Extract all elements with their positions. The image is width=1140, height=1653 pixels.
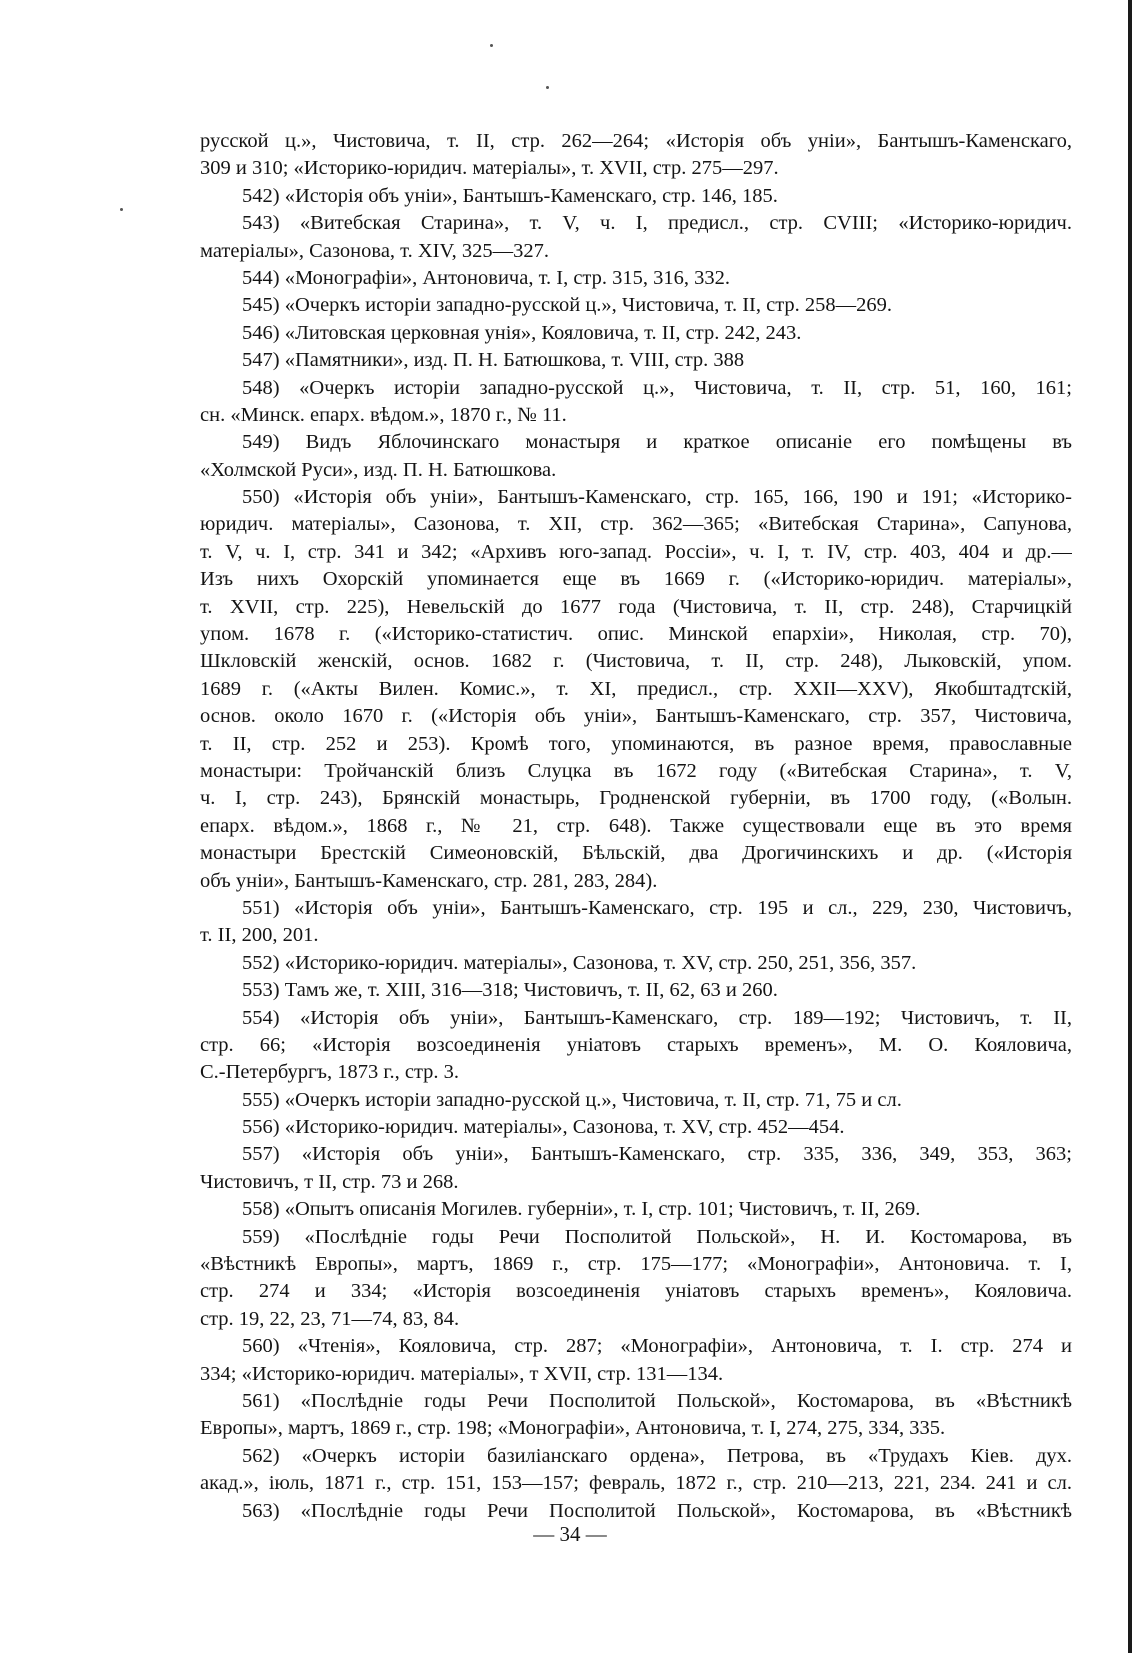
text-line: 547) «Памятники», изд. П. Н. Батюшкова, т. VIII, стр. 388 — [242, 349, 745, 372]
text-line: 546) «Литовская церковная унія», Кояловича, т. II, стр. 242, 243. — [242, 321, 802, 344]
footnotes-text — [200, 128, 1072, 1525]
print-speck — [546, 86, 549, 89]
print-speck — [120, 208, 123, 211]
print-speck — [490, 44, 493, 47]
text-line: т. II, стр. 252 и 253). Кромѣ того, упоминаются, въ разное время, православные — [200, 732, 1072, 755]
text-line: 549) Видъ Яблочинскаго монастыря и краткое описаніе его помѣщены въ — [242, 431, 1072, 454]
text-line: 545) «Очеркъ исторіи западно-русской ц.», Чистовича, т. II, стр. 258—269. — [242, 294, 893, 317]
text-line: 544) «Монографіи», Антоновича, т. I, стр. 315, 316, 332. — [242, 266, 731, 289]
text-line: 1689 г. («Акты Вилен. Комис.», т. XI, предисл., стр. XXII—XXV), Якобштадтскій, — [200, 677, 1072, 700]
text-line: 560) «Чтенія», Кояловича, стр. 287; «Монографіи», Антоновича, т. I. стр. 274 и — [242, 1335, 1072, 1358]
text-line: 558) «Опытъ описанія Могилев. губерніи», т. I, стр. 101; Чистовичъ, т. II, 269. — [242, 1198, 921, 1221]
page-edge-shadow — [1128, 0, 1132, 1653]
text-line: 548) «Очеркъ исторіи западно-русской ц.», Чистовича, т. II, стр. 51, 160, 161; — [242, 376, 1072, 399]
text-line: С.-Петербургъ, 1873 г., стр. 3. — [200, 1061, 460, 1084]
text-line: Европы», мартъ, 1869 г., стр. 198; «Монографіи», Антоновича, т. I, 274, 275, 334, 335. — [200, 1417, 946, 1440]
text-line: 555) «Очеркъ исторіи западно-русской ц.», Чистовича, т. II, стр. 71, 75 и сл. — [242, 1088, 902, 1111]
text-line: упом. 1678 г. («Историко-статистич. опис. Минской епархіи», Николая, стр. 70), — [200, 623, 1072, 646]
text-line: 309 и 310; «Историко-юридич. матеріалы», т. XVII, стр. 275—297. — [200, 157, 779, 180]
text-line: епарх. вѣдом.», 1868 г., № 21, стр. 648). Также существовали еще въ это время — [200, 814, 1072, 837]
text-line: стр. 66; «Исторія возсоединенія уніатовъ старыхъ временъ», М. О. Кояловича, — [200, 1033, 1072, 1056]
text-line: 559) «Послѣдніе годы Речи Посполитой Польской», Н. И. Костомарова, въ — [242, 1225, 1072, 1248]
text-line: 563) «Послѣдніе годы Речи Посполитой Польской», Костомарова, въ «Вѣстникѣ — [242, 1499, 1072, 1522]
text-line: 553) Тамъ же, т. XIII, 316—318; Чистовичъ, т. II, 62, 63 и 260. — [242, 979, 778, 1002]
text-line: Шкловскій женскій, основ. 1682 г. (Чистовича, т. II, стр. 248), Лыковскій, упом. — [200, 650, 1072, 673]
text-line: 542) «Исторія объ уніи», Бантышъ-Каменскаго, стр. 146, 185. — [242, 184, 778, 207]
text-line: юридич. матеріалы», Сазонова, т. XII, стр. 362—365; «Витебская Старина», Сапунова, — [200, 513, 1072, 536]
text-line: матеріалы», Сазонова, т. XIV, 325—327. — [200, 239, 550, 262]
text-line: основ. около 1670 г. («Исторія объ уніи», Бантышъ-Каменскаго, стр. 357, Чистовича, — [200, 705, 1072, 728]
text-line: 334; «Историко-юридич. матеріалы», т XVII, стр. 131—134. — [200, 1362, 724, 1385]
text-line: 543) «Витебская Старина», т. V, ч. I, предисл., стр. CVIII; «Историко-юридич. — [242, 212, 1072, 235]
text-line: «Холмской Руси», изд. П. Н. Батюшкова. — [200, 458, 557, 481]
text-line: 562) «Очеркъ исторіи базиліанскаго ордена», Петрова, въ «Трудахъ Кіев. дух. — [242, 1444, 1072, 1467]
text-line: объ уніи», Бантышъ-Каменскаго, стр. 281, 283, 284). — [200, 869, 658, 892]
text-line: т. II, 200, 201. — [200, 924, 319, 947]
text-line: 552) «Историко-юридич. матеріалы», Сазонова, т. XV, стр. 250, 251, 356, 357. — [242, 951, 917, 974]
text-line: 554) «Исторія объ уніи», Бантышъ-Каменскаго, стр. 189—192; Чистовичъ, т. II, — [242, 1006, 1072, 1029]
text-line: т. V, ч. I, стр. 341 и 342; «Архивъ юго-запад. Россіи», ч. I, т. IV, стр. 403, 404 и др.— — [200, 540, 1072, 563]
text-line: стр. 274 и 334; «Исторія возсоединенія уніатовъ старыхъ временъ», Кояловича. — [200, 1280, 1072, 1303]
text-line: т. XVII, стр. 225), Невельскій до 1677 года (Чистовича, т. II, стр. 248), Старчицкій — [200, 595, 1072, 618]
page-number: — 34 — — [533, 1522, 607, 1546]
text-line: 556) «Историко-юридич. матеріалы», Сазонова, т. XV, стр. 452—454. — [242, 1116, 845, 1139]
text-line: Чистовичъ, т II, стр. 73 и 268. — [200, 1170, 459, 1193]
text-line: 557) «Исторія объ уніи», Бантышъ-Каменскаго, стр. 335, 336, 349, 353, 363; — [242, 1143, 1072, 1166]
text-line: русской ц.», Чистовича, т. II, стр. 262—264; «Исторія объ уніи», Бантышъ-Каменскаго, — [200, 130, 1072, 152]
text-line: 551) «Исторія объ уніи», Бантышъ-Каменскаго, стр. 195 и сл., 229, 230, Чистовичъ, — [242, 896, 1072, 919]
text-line: 550) «Исторія объ уніи», Бантышъ-Каменскаго, стр. 165, 166, 190 и 191; «Историко- — [242, 486, 1072, 509]
text-line: «Вѣстникѣ Европы», мартъ, 1869 г., стр. 175—177; «Монографіи», Антоновича. т. I, — [200, 1253, 1072, 1276]
text-line: стр. 19, 22, 23, 71—74, 83, 84. — [200, 1307, 460, 1330]
text-line: акад.», іюль, 1871 г., стр. 151, 153—157; февраль, 1872 г., стр. 210—213, 221, 234. 241 и сл. — [200, 1472, 1072, 1495]
text-line: сн. «Минск. епарх. вѣдом.», 1870 г., № 11. — [200, 403, 567, 426]
text-line: монастыри: Тройчанскій близъ Слуцка въ 1672 году («Витебская Старина», т. V, — [200, 759, 1072, 782]
text-line: Изъ нихъ Охорскій упоминается еще въ 1669 г. («Историко-юридич. матеріалы», — [200, 568, 1072, 591]
text-line: ч. I, стр. 243), Брянскій монастырь, Гродненской губерніи, въ 1700 году, («Волын. — [200, 787, 1072, 810]
text-line: 561) «Послѣдніе годы Речи Посполитой Польской», Костомарова, въ «Вѣстникѣ — [242, 1389, 1072, 1412]
text-line: монастыри Брестскій Симеоновскій, Бѣльскій, два Дрогичинскихъ и др. («Исторія — [200, 842, 1072, 865]
